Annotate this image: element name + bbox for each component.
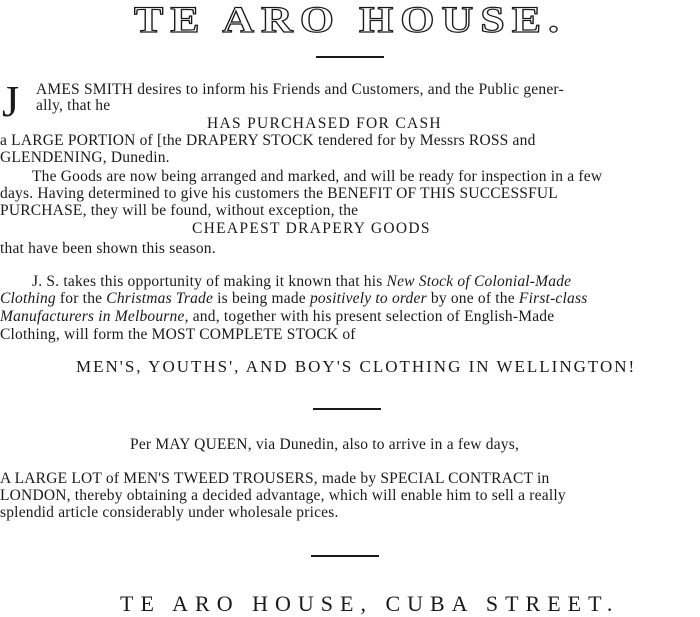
divider	[313, 408, 381, 410]
text-line: Manufacturers in Melbourne, and, together with his present selection of English-Made	[0, 308, 555, 325]
text-line: a LARGE PORTION of [the DRAPERY STOCK tendered for by Messrs ROSS and	[0, 132, 536, 149]
divider	[316, 56, 384, 58]
text-line: The Goods are now being arranged and marked, and will be ready for inspection in a few	[32, 168, 603, 185]
text-line: MEN'S, YOUTHS', AND BOY'S CLOTHING IN WELLINGTON!	[76, 357, 637, 376]
text-line: CHEAPEST DRAPERY GOODS	[192, 220, 431, 237]
text-line: PURCHASE, they will be found, without exception, the	[0, 202, 359, 219]
text-line: Clothing for the Christmas Trade is being made positively to order by one of the First-class	[0, 290, 588, 307]
text-line: HAS PURCHASED FOR CASH	[207, 115, 442, 132]
divider	[311, 555, 379, 557]
text-line: A LARGE LOT of MEN'S TWEED TROUSERS, made by SPECIAL CONTRACT in	[0, 470, 550, 487]
text-line: days. Having determined to give his customers the BENEFIT OF THIS SUCCESSFUL	[0, 185, 558, 202]
text-line: J. S. takes this opportunity of making it known that his New Stock of Colonial-Made	[32, 273, 572, 290]
text-line: GLENDENING, Dunedin.	[0, 149, 170, 166]
text-line: splendid article considerably under wholesale prices.	[0, 504, 339, 521]
headline-title: TE ARO HOUSE.	[133, 0, 567, 41]
text-line: LONDON, thereby obtaining a decided advantage, which will enable him to sell a really	[0, 487, 566, 504]
drop-cap: J	[2, 77, 20, 126]
text-line: Clothing, will form the MOST COMPLETE STOCK of	[0, 326, 356, 343]
text-line: that have been shown this season.	[0, 240, 216, 257]
text-line: AMES SMITH desires to inform his Friends and Customers, and the Public gener-	[36, 81, 564, 98]
footer-address: TE ARO HOUSE, CUBA STREET.	[120, 591, 620, 616]
text-line: Per MAY QUEEN, via Dunedin, also to arrive in a few days,	[130, 436, 520, 453]
text-line: ally, that he	[36, 97, 111, 114]
